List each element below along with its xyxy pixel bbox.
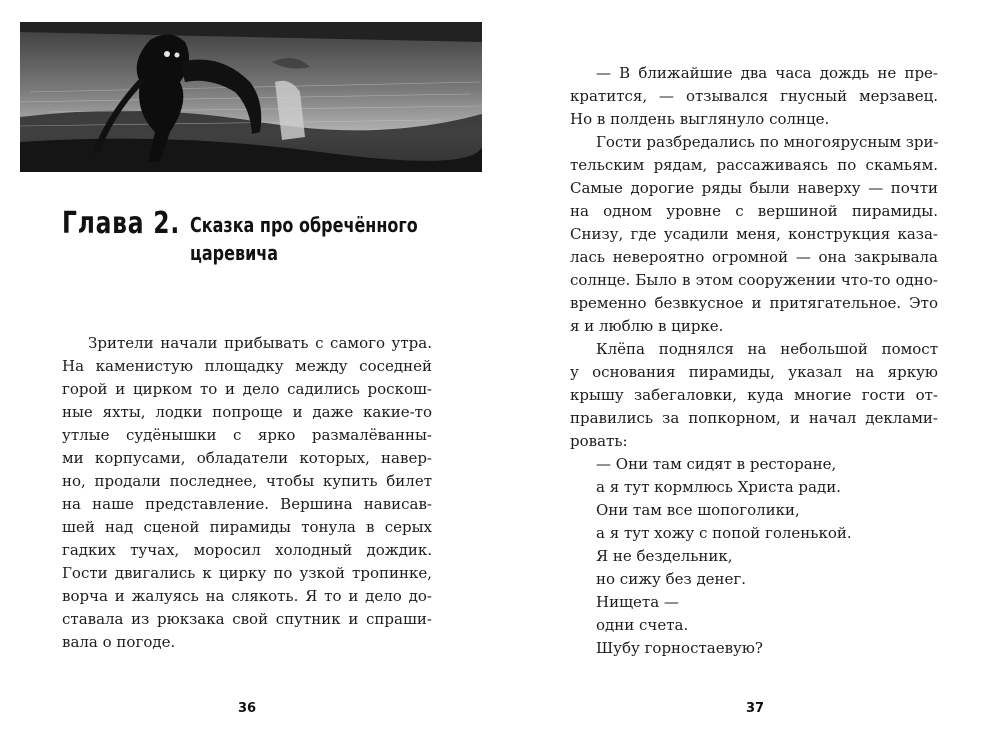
verse-line: Шубу горностаевую? <box>596 639 763 657</box>
text-line: у основания пирамиды, указал на яркую <box>570 363 938 381</box>
text-line: ворча и жалуясь на слякоть. Я то и дело до- <box>62 587 432 605</box>
text-line: Клёпа поднялся на небольшой помост <box>596 340 938 358</box>
text-line: Гости двигались к цирку по узкой тропинке, <box>62 564 432 582</box>
verse-line: Я не бездельник, <box>596 547 733 565</box>
text-line: но, продали последнее, чтобы купить билет <box>62 472 432 490</box>
text-line: ставала из рюкзака свой спутник и спраши- <box>62 610 432 628</box>
text-line: Но в полдень выглянуло солнце. <box>570 110 830 128</box>
right-body-text <box>570 62 938 660</box>
text-line: Снизу, где усадили меня, конструкция каза- <box>570 225 938 243</box>
text-line: ми корпусами, обладатели которых, навер- <box>62 449 432 467</box>
text-line: солнце. Было в этом сооружении что-то одно- <box>570 271 938 289</box>
text-line: Самые дорогие ряды были наверху — почти <box>570 179 938 197</box>
chapter-title <box>190 211 418 267</box>
left-body-text <box>62 332 432 654</box>
text-line: тельским рядам, рассаживаясь по скамьям. <box>570 156 938 174</box>
text-line: гадких тучах, моросил холодный дождик. <box>62 541 432 559</box>
text-line: я и люблю в цирке. <box>570 317 724 335</box>
verse-line: а я тут кормлюсь Христа ради. <box>596 478 841 496</box>
text-line: крышу забегаловки, куда многие гости от- <box>570 386 938 404</box>
dark-creature-illustration-icon <box>20 22 482 172</box>
text-line: лась невероятно огромной — она закрывала <box>570 248 938 266</box>
text-line: кратится, — отзывался гнусный мерзавец. <box>570 87 938 105</box>
verse-line: Они там все шопоголики, <box>596 501 800 519</box>
verse-line: а я тут хожу с попой голенькой. <box>596 524 852 542</box>
chapter-title-line: Сказка про обречённого <box>190 213 418 237</box>
text-line: утлые судёнышки с ярко размалёванны- <box>62 426 432 444</box>
text-line: на наше представление. Вершина нависав- <box>62 495 432 513</box>
text-line: Зрители начали прибывать с самого утра. <box>88 334 432 352</box>
page-number: 37 <box>746 701 765 716</box>
text-line: на одном уровне с вершиной пирамиды. <box>570 202 938 220</box>
text-line: Гости разбредались по многоярусным зри- <box>596 133 939 151</box>
verse-line: одни счета. <box>596 616 689 634</box>
text-line: горой и цирком то и дело садились роскош- <box>62 380 432 398</box>
text-line: На каменистую площадку между соседней <box>62 357 432 375</box>
text-line: правились за попкорном, и начал деклами- <box>570 409 938 427</box>
text-line: ровать: <box>570 432 628 450</box>
chapter-title-line: царевича <box>190 241 279 265</box>
verse-line: но сижу без денег. <box>596 570 747 588</box>
text-line: временно безвкусное и притягательное. Это <box>570 294 938 312</box>
verse-line: Нищета — <box>596 593 679 611</box>
page-number: 36 <box>238 701 257 716</box>
text-line: вала о погоде. <box>62 633 176 651</box>
text-line: — В ближайшие два часа дождь не пре- <box>596 64 938 82</box>
chapter-label: Глава 2. <box>62 206 180 241</box>
chapter-illustration <box>20 22 482 172</box>
verse-line: — Они там сидят в ресторане, <box>596 455 837 473</box>
text-line: шей над сценой пирамиды тонула в серых <box>62 518 432 536</box>
text-line: ные яхты, лодки попроще и даже какие-то <box>62 403 432 421</box>
